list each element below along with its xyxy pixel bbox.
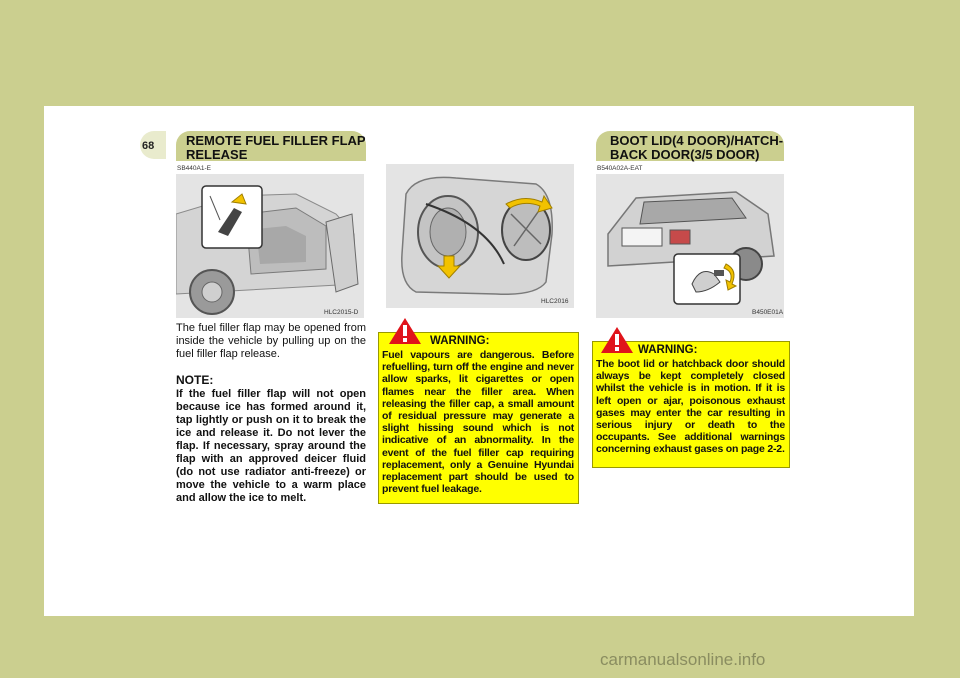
left-band — [0, 0, 44, 678]
chapter-title: CONTROLS AND EQUIPMENT — [165, 116, 307, 127]
car-side-illustration — [176, 174, 364, 318]
note-body: If the fuel filler flap will not open because ice has formed around it, tap lightly or push on it to break the ice and release it. Do not lever the flap. If necessary, spray around the flap with an approved deicer fluid (do not use radiator anti-freeze) or move the vehicle to a warm place and allow the ice to melt. — [176, 388, 366, 504]
bottom-band — [0, 616, 960, 678]
body-text-left: The fuel filler flap may be opened from inside the vehicle by pulling up on the fuel filler flap release. — [176, 322, 366, 360]
right-band — [914, 0, 960, 678]
fuel-cap-illustration — [386, 164, 574, 308]
note-title: NOTE: — [176, 373, 214, 387]
warning-title-boot: WARNING: — [638, 344, 698, 356]
section-heading-left-line2: RELEASE — [186, 147, 248, 162]
warning-body-fuel: Fuel vapours are dangerous. Before refuelling, turn off the engine and never allow sparks, lit cigarettes or open flames near the filler area. When releasing the filler cap, a small amount of residual pressure may generate a slight hissing sound which is not indicative of an abnormality. In the event of the fuel filler cap requiring replacement, only a Genuine Hyundai replacement part should be used to prevent fuel leakage. — [382, 349, 574, 496]
warning-icon — [600, 326, 634, 354]
boot-lid-photo — [596, 174, 784, 318]
page-number: 68 — [142, 140, 155, 152]
figure-caption-left: HLC2015-D — [324, 309, 359, 316]
chapter-number: 1 — [150, 108, 161, 129]
section-heading-right-line1: BOOT LID(4 DOOR)/HATCH- — [610, 133, 784, 148]
warning-body-boot: The boot lid or hatchback door should always be kept completely closed whilst the vehicle is in motion. If it is left open or ajar, poisonous exhaust gases may enter the car resulting in serious injury or death to the occupants. See additional warnings concerning exhaust gases on page 2-2. — [596, 358, 785, 456]
section-code-right: B540A02A-EAT — [597, 165, 643, 172]
watermark: carmanualsonline.info — [600, 650, 766, 669]
section-heading-left-line1: REMOTE FUEL FILLER FLAP — [186, 133, 366, 148]
warning-title-fuel: WARNING: — [430, 335, 490, 347]
section-heading-right-line2: BACK DOOR(3/5 DOOR) — [610, 147, 760, 162]
car-rear-illustration — [596, 174, 784, 318]
warning-icon — [388, 317, 422, 345]
section-code-left: SB440A1-E — [177, 165, 211, 172]
figure-caption-middle: HLC2016 — [541, 298, 569, 305]
fuel-cap-photo — [386, 164, 574, 308]
figure-caption-right: B450E01A — [752, 309, 784, 316]
top-band — [0, 0, 960, 106]
fuel-release-photo — [176, 174, 364, 318]
